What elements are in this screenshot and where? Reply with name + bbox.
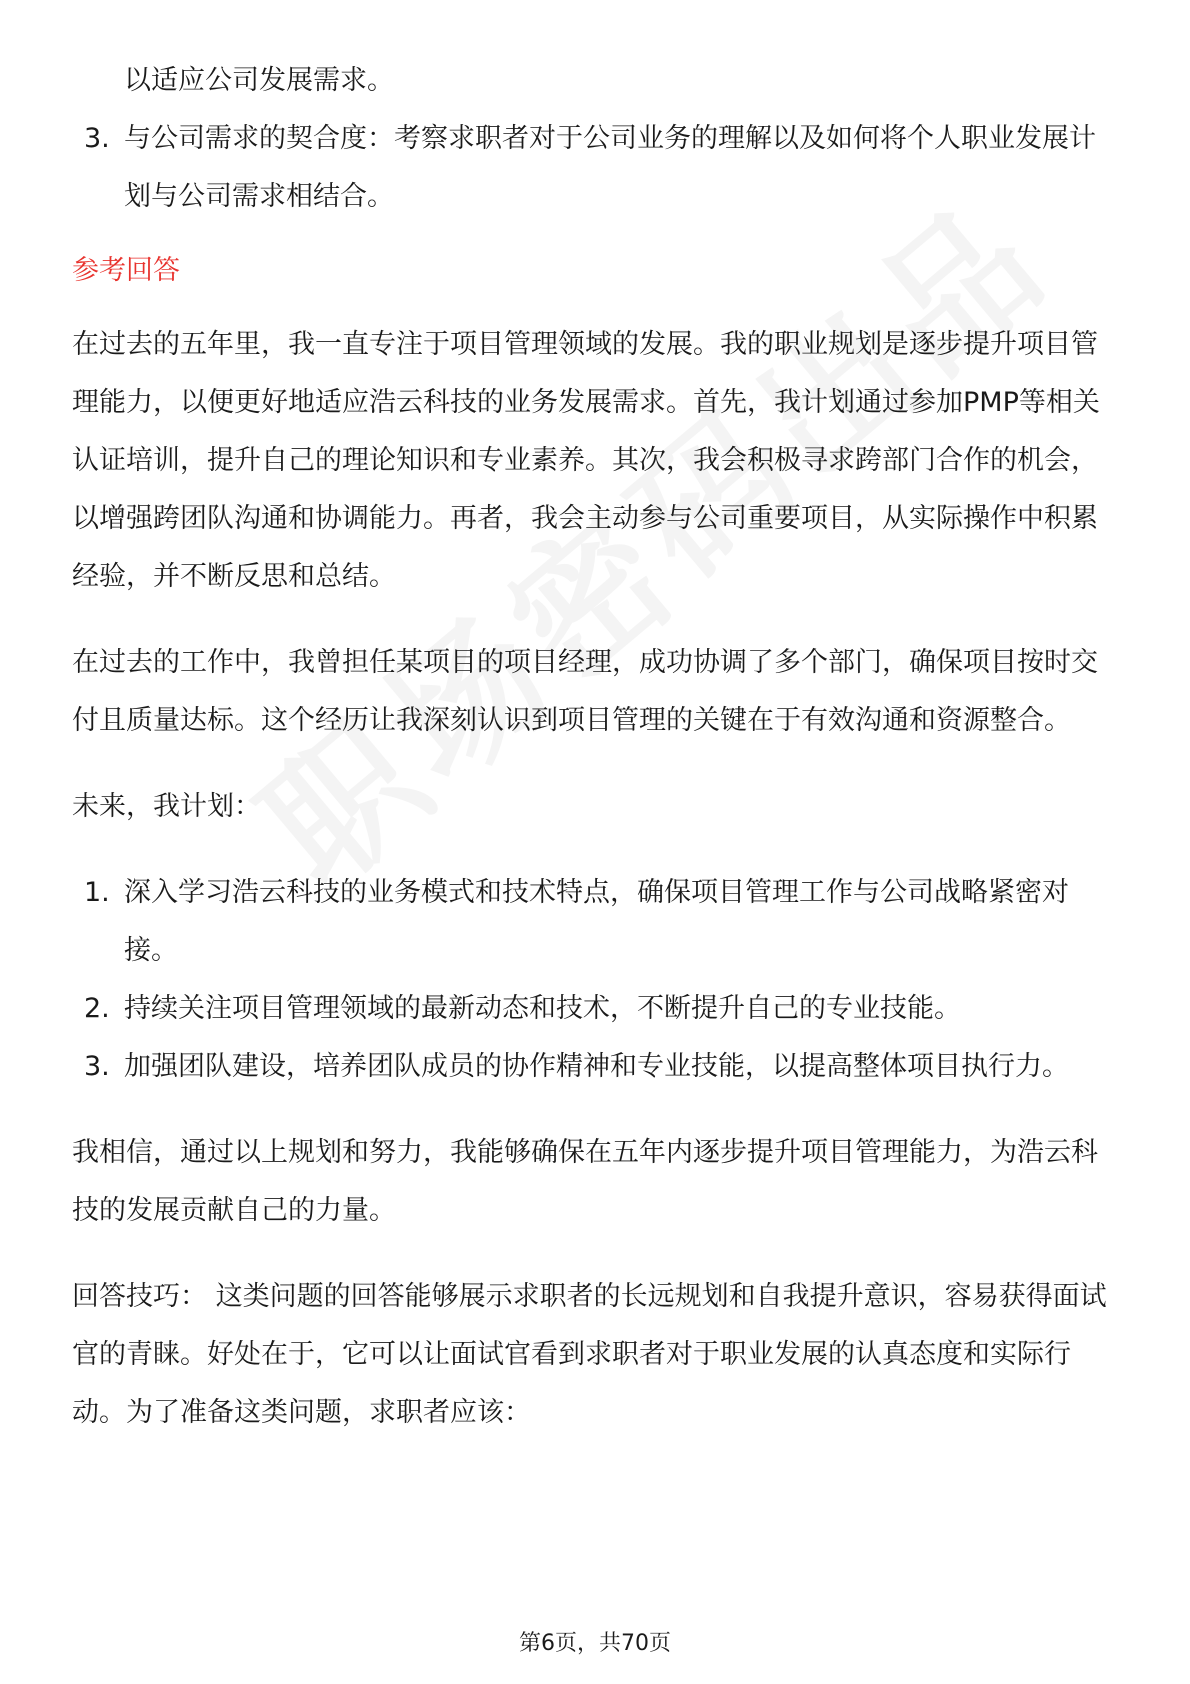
list-item-text: 加强团队建设，培养团队成员的协作精神和专业技能，以提高整体项目执行力。	[124, 1051, 1069, 1082]
paragraph: 在过去的五年里，我一直专注于项目管理领域的发展。我的职业规划是逐步提升项目管理能力，以便更好地适应浩云科技的业务发展需求。首先，我计划通过参加PMP等相关认证培训，提升自己的理论知识和专业素养。其次，我会积极寻求跨部门合作的机会，以增强跨团队沟通和协调能力。再者，我会主动参与公司重要项目，从实际操作中积累经验，并不断反思和总结。	[72, 329, 1100, 592]
list-item	[72, 110, 1122, 226]
paragraph: 在过去的工作中，我曾担任某项目的项目经理，成功协调了多个部门，确保项目按时交付且质量达标。这个经历让我深刻认识到项目管理的关键在于有效沟通和资源整合。	[72, 647, 1098, 736]
list-item-text: 深入学习浩云科技的业务模式和技术特点，确保项目管理工作与公司战略紧密对接。	[124, 877, 1069, 966]
page-content	[72, 52, 1122, 1442]
list-number: 1.	[84, 877, 110, 908]
list-number: 3.	[84, 123, 110, 154]
page-footer: 第6页，共70页	[519, 1631, 671, 1656]
paragraph: 我相信，通过以上规划和努力，我能够确保在五年内逐步提升项目管理能力，为浩云科技的发展贡献自己的力量。	[72, 1137, 1098, 1226]
list-item	[72, 1038, 1122, 1096]
list-number: 2.	[84, 993, 110, 1024]
section-heading: 参考回答	[72, 255, 180, 286]
list-item	[72, 980, 1122, 1038]
list-item-text: 与公司需求的契合度：考察求职者对于公司业务的理解以及如何将个人职业发展计划与公司需求相结合。	[124, 123, 1096, 212]
plan-list	[72, 864, 1122, 1096]
paragraph: 未来，我计划：	[72, 791, 261, 822]
list-item-text: 持续关注项目管理领域的最新动态和技术，不断提升自己的专业技能。	[124, 993, 961, 1024]
continuation-text: 以适应公司发展需求。	[124, 65, 394, 96]
paragraph: 回答技巧： 这类问题的回答能够展示求职者的长远规划和自我提升意识，容易获得面试官的青睐。好处在于，它可以让面试官看到求职者对于职业发展的认真态度和实际行动。为了准备这类问题，求职者应该：	[72, 1281, 1107, 1428]
list-number: 3.	[84, 1051, 110, 1082]
list-item	[72, 864, 1122, 980]
